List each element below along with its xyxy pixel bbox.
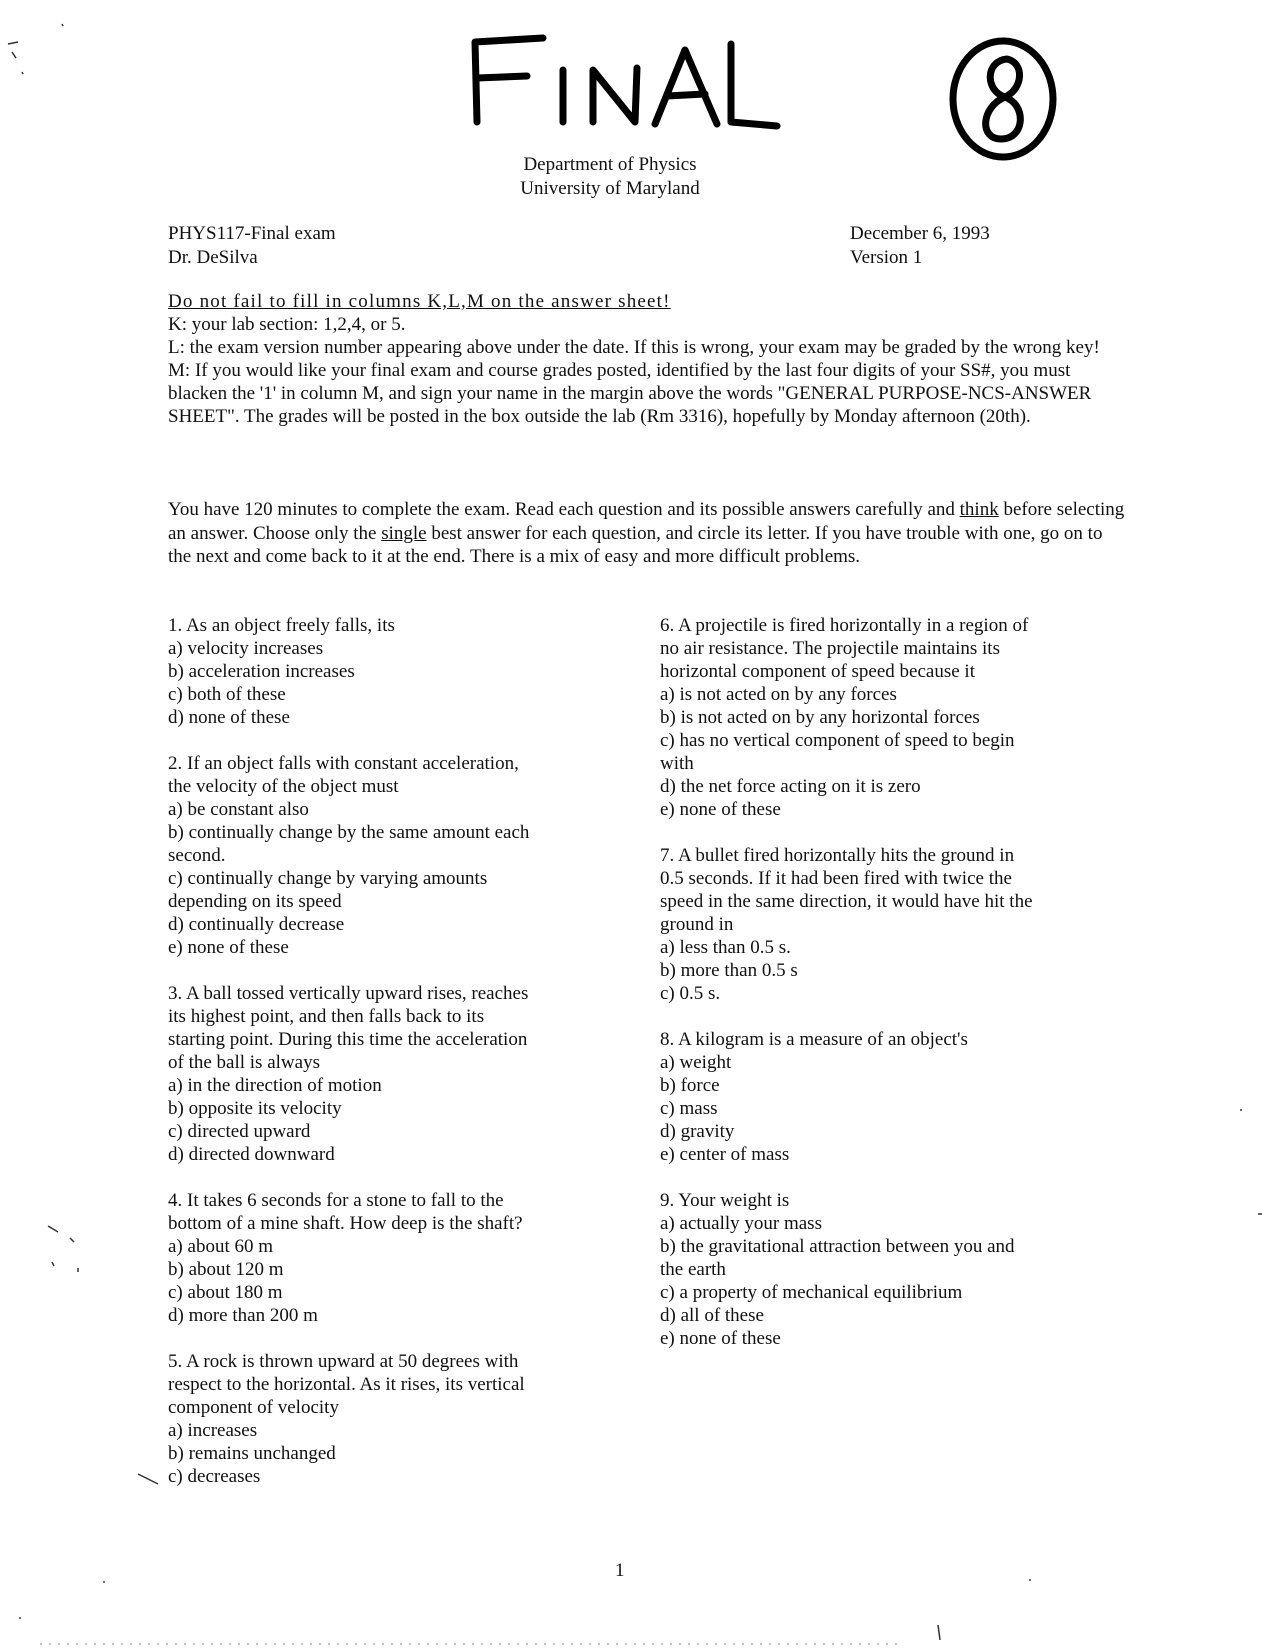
- intro-part-1: You have 120 minutes to complete the exam. Read each question and its possible answers carefully and: [168, 499, 960, 520]
- answer-option: e) none of these: [660, 1328, 781, 1349]
- question-stem-line: the velocity of the object must: [168, 776, 399, 797]
- circled-number-8: [945, 35, 1065, 165]
- question-block: [168, 1189, 598, 1327]
- question-stem-line: 5. A rock is thrown upward at 50 degrees with: [168, 1351, 519, 1372]
- questions-right-column: [660, 614, 1080, 1373]
- answer-option: b) remains unchanged: [168, 1443, 336, 1464]
- answer-option: a) about 60 m: [168, 1236, 274, 1257]
- question-stem-line: 0.5 seconds. If it had been fired with twice the: [660, 868, 1012, 889]
- exam-intro-paragraph: [168, 498, 1128, 569]
- answer-option: e) none of these: [168, 937, 289, 958]
- instruction-m-label: M:: [168, 360, 191, 381]
- answer-option: b) the gravitational attraction between you and: [660, 1236, 1015, 1257]
- answer-option: a) in the direction of motion: [168, 1075, 382, 1096]
- intro-part-2: before selecting an answer. Choose only the: [168, 499, 1125, 544]
- answer-option: c) continually change by varying amounts: [168, 868, 488, 889]
- question-stem-line: ground in: [660, 914, 734, 935]
- question-stem-line: starting point. During this time the acceleration: [168, 1029, 528, 1050]
- question-stem-line: 1. As an object freely falls, its: [168, 615, 395, 636]
- course-info: [168, 222, 336, 270]
- answer-option: d) the net force acting on it is zero: [660, 776, 921, 797]
- instruction-m-text: If you would like your final exam and course grades posted, identified by the last four digits of your SS#, you must blacken the '1' in column M, and sign your name in the margin above the words "GENERAL PURPOSE-NCS-ANSWER SHEET". The grades will be posted in the box outside the lab (Rm 3316), hopefully by Monday afternoon (20th).: [168, 360, 1092, 427]
- instruction-m: [168, 359, 1128, 428]
- question-stem-line: 8. A kilogram is a measure of an object's: [660, 1029, 968, 1050]
- question-stem-line: its highest point, and then falls back to its: [168, 1006, 485, 1027]
- answer-option: b) more than 0.5 s: [660, 960, 798, 981]
- instruction-k-text: your lab section: 1,2,4, or 5.: [187, 314, 406, 335]
- question-block: [168, 1350, 598, 1488]
- question-stem-line: 6. A projectile is fired horizontally in a region of: [660, 615, 1029, 636]
- answer-option: a) actually your mass: [660, 1213, 822, 1234]
- exam-version: Version 1: [850, 247, 923, 268]
- question-stem-line: of the ball is always: [168, 1052, 320, 1073]
- instruction-k: [168, 313, 1128, 336]
- answer-option: c) mass: [660, 1098, 718, 1119]
- answer-option: b) opposite its velocity: [168, 1098, 342, 1119]
- answer-option: d) none of these: [168, 707, 290, 728]
- question-stem-line: 2. If an object falls with constant acceleration,: [168, 753, 519, 774]
- exam-date-version: [850, 222, 990, 270]
- answer-option: c) has no vertical component of speed to begin: [660, 730, 1015, 751]
- answer-option: c) a property of mechanical equilibrium: [660, 1282, 963, 1303]
- answer-option: depending on its speed: [168, 891, 342, 912]
- question-stem-line: no air resistance. The projectile maintains its: [660, 638, 1000, 659]
- answer-option: e) center of mass: [660, 1144, 790, 1165]
- question-stem-line: component of velocity: [168, 1397, 339, 1418]
- question-block: [168, 982, 598, 1166]
- intro-single: single: [381, 522, 427, 544]
- answer-option: b) acceleration increases: [168, 661, 355, 682]
- instruction-k-label: K:: [168, 314, 187, 335]
- question-stem-line: horizontal component of speed because it: [660, 661, 975, 682]
- exam-date: December 6, 1993: [850, 223, 990, 244]
- instructor-name: Dr. DeSilva: [168, 247, 258, 268]
- answer-option: d) gravity: [660, 1121, 735, 1142]
- answer-option: c) 0.5 s.: [660, 983, 721, 1004]
- question-stem-line: respect to the horizontal. As it rises, its vertical: [168, 1374, 525, 1395]
- answer-option: d) more than 200 m: [168, 1305, 318, 1326]
- answer-option: d) continually decrease: [168, 914, 345, 935]
- department-name: Department of Physics: [523, 154, 697, 175]
- course-code: PHYS117-Final exam: [168, 223, 336, 244]
- question-stem-line: 4. It takes 6 seconds for a stone to fall to the: [168, 1190, 504, 1211]
- answer-option: with: [660, 753, 694, 774]
- answer-option: d) all of these: [660, 1305, 764, 1326]
- answer-option: second.: [168, 845, 226, 866]
- answer-option: b) continually change by the same amount each: [168, 822, 530, 843]
- answer-option: c) decreases: [168, 1466, 261, 1487]
- handwritten-final-title: [465, 30, 785, 130]
- answer-option: b) about 120 m: [168, 1259, 284, 1280]
- answer-option: a) velocity increases: [168, 638, 324, 659]
- page-number: 1: [615, 1560, 625, 1581]
- question-stem-line: 3. A ball tossed vertically upward rises, reaches: [168, 983, 529, 1004]
- intro-part-3: best answer for each question, and circle its letter. If you have trouble with one, go on to the next and come back to it at the end. There is a mix of easy and more difficult problems.: [168, 522, 1103, 567]
- answer-option: a) weight: [660, 1052, 732, 1073]
- answer-option: c) about 180 m: [168, 1282, 283, 1303]
- answer-option: the earth: [660, 1259, 726, 1280]
- questions-left-column: [168, 614, 598, 1511]
- question-stem-line: speed in the same direction, it would have hit the: [660, 891, 1033, 912]
- answer-option: d) directed downward: [168, 1144, 335, 1165]
- question-block: [660, 1028, 1080, 1166]
- instruction-l-text: the exam version number appearing above under the date. If this is wrong, your exam may be graded by the wrong key!: [184, 337, 1100, 358]
- answer-option: a) is not acted on by any forces: [660, 684, 897, 705]
- answer-sheet-instructions: [168, 290, 1128, 428]
- answer-option: a) be constant also: [168, 799, 309, 820]
- department-heading: [400, 153, 820, 201]
- answer-option: b) is not acted on by any horizontal forces: [660, 707, 980, 728]
- answer-option: a) increases: [168, 1420, 258, 1441]
- answer-option: c) directed upward: [168, 1121, 311, 1142]
- instruction-l-label: L:: [168, 337, 185, 358]
- instruction-warning: Do not fail to fill in columns K,L,M on the answer sheet!: [168, 291, 671, 312]
- intro-think: think: [959, 499, 999, 520]
- question-block: [660, 614, 1080, 821]
- answer-option: b) force: [660, 1075, 720, 1096]
- question-block: [168, 752, 598, 959]
- question-stem-line: 9. Your weight is: [660, 1190, 790, 1211]
- question-stem-line: bottom of a mine shaft. How deep is the shaft?: [168, 1213, 523, 1234]
- university-name: University of Maryland: [520, 178, 700, 199]
- question-block: [168, 614, 598, 729]
- answer-option: e) none of these: [660, 799, 781, 820]
- question-block: [660, 1189, 1080, 1350]
- answer-option: a) less than 0.5 s.: [660, 937, 791, 958]
- question-stem-line: 7. A bullet fired horizontally hits the ground in: [660, 845, 1015, 866]
- question-block: [660, 844, 1080, 1005]
- instruction-l: [168, 336, 1128, 359]
- answer-option: c) both of these: [168, 684, 286, 705]
